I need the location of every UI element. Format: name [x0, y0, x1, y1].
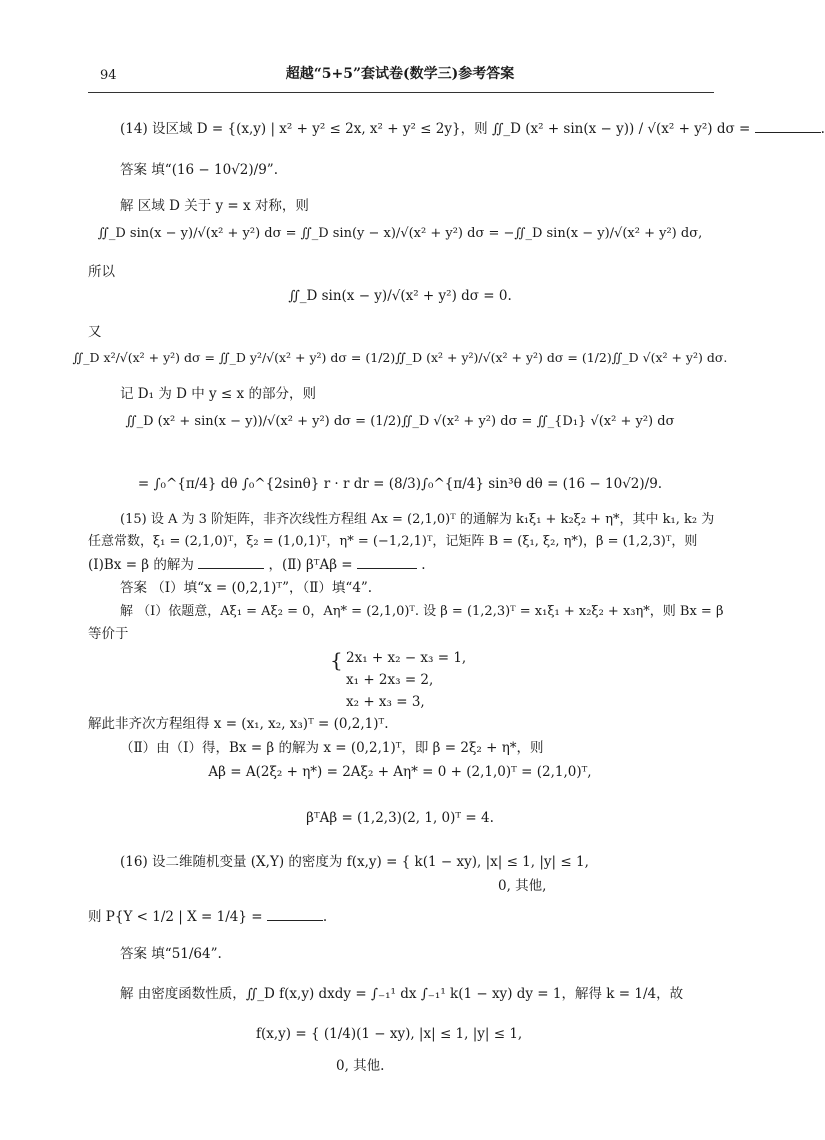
text-solution-x: 解此非齐次方程组得 x = (x₁, x₂, x₃)ᵀ = (0,2,1)ᵀ.	[88, 716, 389, 732]
equation-density-row-1: f(x,y) = { (1/4)(1 − xy), |x| ≤ 1, |y| ≤ 1,	[256, 1026, 523, 1042]
problem-16-statement-1: (16) 设二维随机变量 (X,Y) 的密度为 f(x,y) = { k(1 − xy), |x| ≤ 1, |y| ≤ 1,	[120, 854, 589, 870]
equation-system-brace: {	[330, 648, 343, 672]
answer-blank	[198, 556, 264, 569]
answer-blank	[267, 908, 323, 921]
problem-15-statement-1: (15) 设 A 为 3 阶矩阵，非齐次线性方程组 Ax = (2,1,0)ᵀ 的通解为 k₁ξ₁ + k₂ξ₂ + η*，其中 k₁, k₂ 为	[120, 512, 715, 527]
text-also: 又	[88, 324, 102, 340]
header-rule	[88, 92, 714, 93]
answer-blank	[357, 556, 417, 569]
equation-a-beta: Aβ = A(2ξ₂ + η*) = 2Aξ₂ + Aη* = 0 + (2,1,0)ᵀ = (2,1,0)ᵀ,	[208, 764, 592, 780]
equation-polar-result: = ∫₀^{π/4} dθ ∫₀^{2sinθ} r · r dr = (8/3)∫₀^{π/4} sin³θ dθ = (16 − 10√2)/9.	[137, 476, 663, 492]
answer-15: 答案 （Ⅰ）填“x = (0,2,1)ᵀ”，（Ⅱ）填“4”.	[120, 580, 373, 596]
answer-14: 答案 填“(16 − 10√2)/9”.	[120, 162, 278, 178]
problem-16-statement-2: 0, 其他,	[498, 878, 547, 894]
solution-15-part2: （Ⅱ）由（Ⅰ）得，Bx = β 的解为 x = (0,2,1)ᵀ，即 β = 2ξ₂ + η*，则	[120, 740, 544, 756]
answer-blank	[755, 120, 821, 133]
text-therefore: 所以	[88, 264, 115, 280]
solution-15-part1: 解 （Ⅰ）依题意，Aξ₁ = Aξ₂ = 0，Aη* = (2,1,0)ᵀ. 设 β = (1,2,3)ᵀ = x₁ξ₁ + x₂ξ₂ + x₃η*，则 Bx = β	[120, 604, 724, 619]
equation-beta-t-a-beta: βᵀAβ = (1,2,3)(2, 1, 0)ᵀ = 4.	[306, 810, 494, 826]
equation-x2-y2: ∬_D x²/√(x² + y²) dσ = ∬_D y²/√(x² + y²) dσ = (1/2)∬_D (x² + y²)/√(x² + y²) dσ = (1/2)∬_D √(x² + y²) dσ.	[72, 350, 728, 365]
equation-system-row-1: 2x₁ + x₂ − x₃ = 1,	[346, 650, 467, 666]
problem-14-statement: (14) 设区域 D = {(x,y) | x² + y² ≤ 2x, x² + y² ≤ 2y}，则 ∬_D (x² + sin(x − y)) / √(x² + y²) dσ = .	[120, 121, 825, 137]
problem-15-statement-2: 任意常数，ξ₁ = (2,1,0)ᵀ，ξ₂ = (1,0,1)ᵀ，η* = (−1,2,1)ᵀ，记矩阵 B = (ξ₁, ξ₂, η*)，β = (1,2,3)ᵀ，则	[88, 534, 698, 549]
solution-14-intro: 解 区域 D 关于 y = x 对称，则	[120, 198, 309, 214]
answer-16: 答案 填“51/64”.	[120, 946, 222, 962]
solution-16: 解 由密度函数性质，∬_D f(x,y) dxdy = ∫₋₁¹ dx ∫₋₁¹ k(1 − xy) dy = 1，解得 k = 1/4，故	[120, 986, 684, 1002]
equation-density-row-2: 0, 其他.	[336, 1058, 385, 1074]
equation-zero: ∬_D sin(x − y)/√(x² + y²) dσ = 0.	[288, 288, 512, 304]
page-number: 94	[100, 68, 117, 83]
text-equivalent: 等价于	[88, 626, 129, 642]
equation-system-row-3: x₂ + x₃ = 3,	[346, 694, 425, 710]
problem-15-statement-3: (Ⅰ)Bx = β 的解为 ，(Ⅱ) βᵀAβ = .	[88, 557, 426, 573]
running-header-title: 超越“5+5”套试卷(数学三)参考答案	[285, 66, 515, 82]
problem-16-statement-3: 则 P{Y < 1/2 | X = 1/4} = .	[88, 909, 328, 925]
equation-system-row-2: x₁ + 2x₃ = 2,	[346, 672, 434, 688]
equation-symmetry: ∬_D sin(x − y)/√(x² + y²) dσ = ∬_D sin(y − x)/√(x² + y²) dσ = −∬_D sin(x − y)/√(x² + y²) dσ,	[97, 226, 703, 241]
text-define-d1: 记 D₁ 为 D 中 y ≤ x 的部分，则	[120, 386, 316, 402]
equation-d1-integral: ∬_D (x² + sin(x − y))/√(x² + y²) dσ = (1/2)∬_D √(x² + y²) dσ = ∬_{D₁} √(x² + y²) dσ	[125, 414, 675, 429]
